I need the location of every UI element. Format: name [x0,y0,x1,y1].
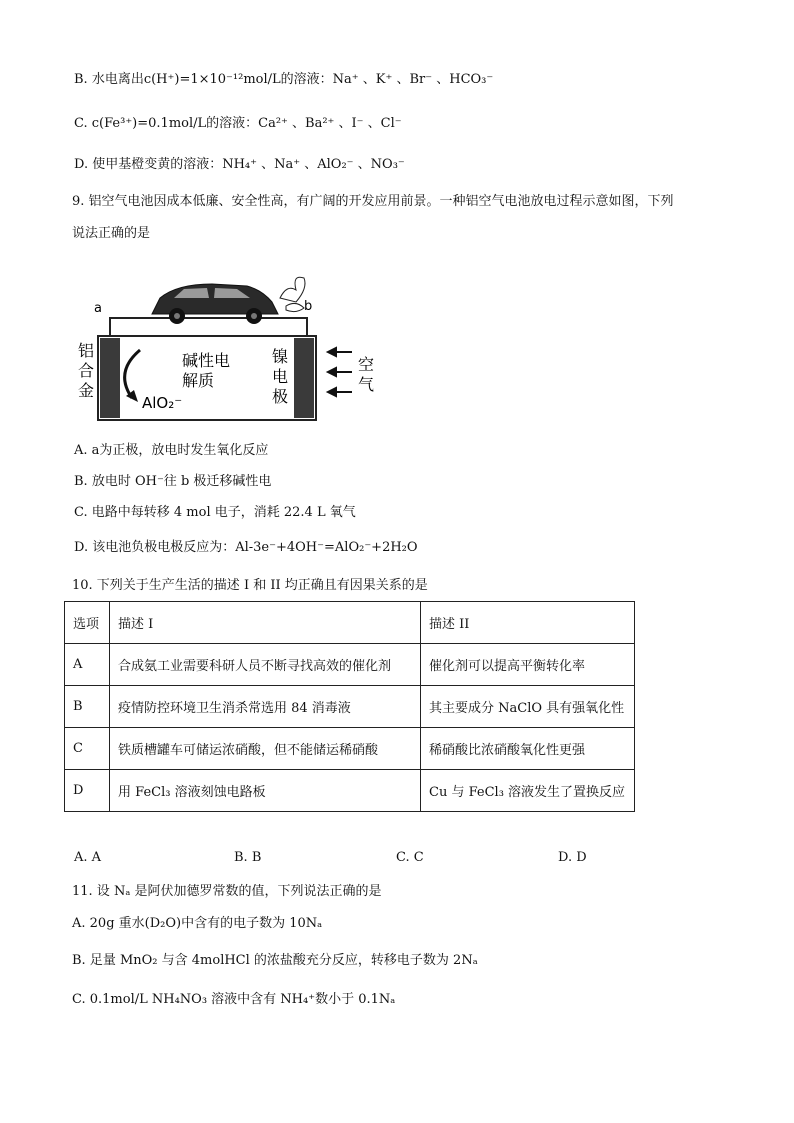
q9-option-c: C. 电路中每转移 4 mol 电子，消耗 22.4 L 氧气 [74,505,356,520]
left-electrode-char-1: 铝 [78,341,95,360]
table-row [65,644,635,686]
q11-stem: 11. 设 Nₐ 是阿伏加德罗常数的值，下列说法正确的是 [72,884,382,899]
q9-option-b: B. 放电时 OH⁻往 b 极迁移碱性电 [74,474,272,489]
air-arrows-icon [328,348,352,396]
q10-stem: 10. 下列关于生产生活的描述 I 和 II 均正确且有因果关系的是 [72,578,428,593]
row-option: B [65,686,110,728]
car-icon [152,277,305,324]
label-b: b [304,299,313,314]
right-electrode-char-2: 电 [272,367,289,386]
right-electrode-char-1: 镍 [272,347,289,366]
q10-answer-c: C. C [396,850,424,865]
q11-option-c: C. 0.1mol/L NH₄NO₃ 溶液中含有 NH₄⁺数小于 0.1Nₐ [72,992,396,1007]
row-desc-1: 用 FeCl₃ 溶液刻蚀电路板 [110,770,421,812]
table-row [65,728,635,770]
nickel-electrode [294,338,314,418]
q10-answer-a: A. A [74,850,102,865]
q9-option-a: A. a为正极，放电时发生氧化反应 [74,443,269,458]
q9-option-d: D. 该电池负极电极反应为：Al-3e⁻+4OH⁻=AlO₂⁻+2H₂O [74,540,418,555]
q8-option-c: C. c(Fe³⁺)=0.1mol/L的溶液：Ca²⁺ 、Ba²⁺ 、I⁻ 、Cl⁻ [74,116,402,131]
q9-stem-line2: 说法正确的是 [72,226,151,241]
electrolyte-line1: 碱性电 [182,351,231,370]
aluminium-electrode [100,338,120,418]
table-header-row [65,602,635,644]
q10-table [64,601,635,812]
battery-diagram [78,262,392,427]
left-electrode-char-2: 合 [78,361,95,380]
q10-answer-d: D. D [558,850,587,865]
product-label: AlO₂⁻ [142,394,183,412]
electrolyte-line2: 解质 [182,371,215,390]
label-a: a [94,301,102,316]
air-char-1: 空 [358,355,375,374]
table-row [65,686,635,728]
table-row [65,770,635,812]
q11-option-b: B. 足量 MnO₂ 与含 4molHCl 的浓盐酸充分反应，转移电子数为 2Nₐ [72,953,478,968]
row-option: C [65,728,110,770]
q9-stem-line1: 9. 铝空气电池因成本低廉、安全性高，有广阔的开发应用前景。一种铝空气电池放电过程示意如图，下列 [72,194,674,209]
left-electrode-char-3: 金 [78,381,95,400]
row-desc-2: 催化剂可以提高平衡转化率 [421,644,635,686]
header-option: 选项 [65,602,110,644]
row-desc-2: 其主要成分 NaClO 具有强氧化性 [421,686,635,728]
air-char-2: 气 [358,375,375,394]
row-option: D [65,770,110,812]
row-desc-2: Cu 与 FeCl₃ 溶液发生了置换反应 [421,770,635,812]
q11-option-a: A. 20g 重水(D₂O)中含有的电子数为 10Nₐ [72,916,323,931]
row-desc-2: 稀硝酸比浓硝酸氧化性更强 [421,728,635,770]
row-desc-1: 铁质槽罐车可储运浓硝酸，但不能储运稀硝酸 [110,728,421,770]
right-electrode-char-3: 极 [272,387,289,406]
header-desc-1: 描述 I [110,602,421,644]
row-desc-1: 疫情防控环境卫生消杀常选用 84 消毒液 [110,686,421,728]
row-option: A [65,644,110,686]
header-desc-2: 描述 II [421,602,635,644]
q10-answer-b: B. B [234,850,262,865]
q8-option-d: D. 使甲基橙变黄的溶液：NH₄⁺ 、Na⁺ 、AlO₂⁻ 、NO₃⁻ [74,157,405,172]
q8-option-b: B. 水电离出c(H⁺)=1×10⁻¹²mol/L的溶液：Na⁺ 、K⁺ 、Br⁻ 、HCO₃⁻ [74,72,494,87]
row-desc-1: 合成氨工业需要科研人员不断寻找高效的催化剂 [110,644,421,686]
